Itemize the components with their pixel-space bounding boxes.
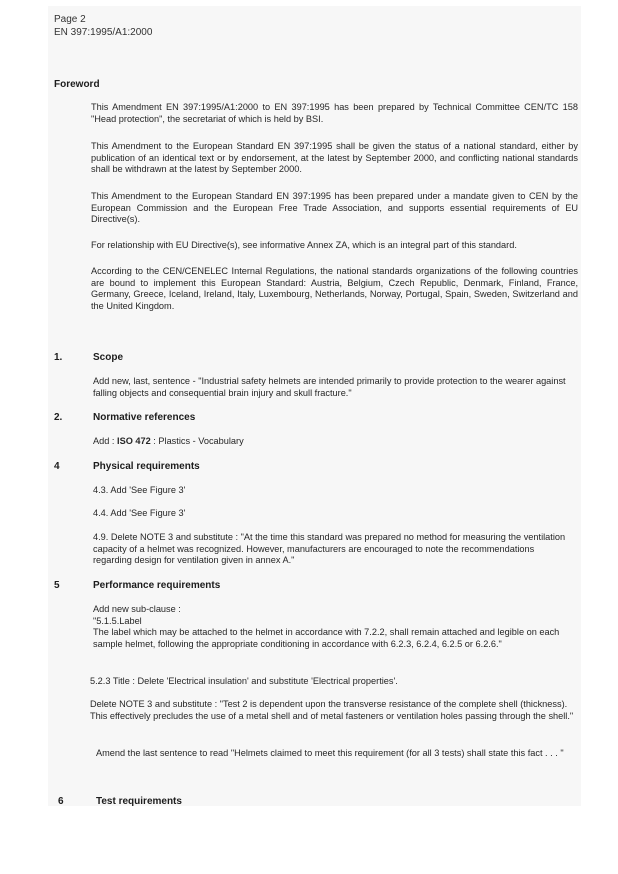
- foreword-paragraph-2: This Amendment to the European Standard EN 397:1995 shall be given the status of a national standard, either by publication of an identical text or by endorsement, at the latest by September 2000, and conflicting national standards shall be withdrawn at the latest by September 2000.: [91, 141, 578, 175]
- subclause-text: The label which may be attached to the helmet in accordance with 7.2.2, shall remain attached and legible on each sample helmet, following the appropriate conditioning in accordance with 6.2.3, 6.2.4, 6.2.5 or 6.2.6.": [93, 627, 560, 649]
- section-4-title: Physical requirements: [93, 461, 200, 472]
- section-5-title: Performance requirements: [93, 580, 221, 591]
- section-2-reference: [93, 436, 493, 448]
- reference-title: : Plastics - Vocabulary: [153, 436, 244, 446]
- section-6-number: 6: [58, 796, 64, 807]
- page-number: Page 2: [54, 14, 86, 25]
- section-1-number: 1.: [54, 352, 63, 363]
- section-6-title: Test requirements: [96, 796, 182, 807]
- clause-5-2-3: 5.2.3 Title : Delete 'Electrical insulation' and substitute 'Electrical properties'.: [90, 676, 398, 686]
- foreword-paragraph-5: According to the CEN/CENELEC Internal Regulations, the national standards organizations of the following countries are bound to implement this European Standard: Austria, Belgium, Czech Republic, Denmark, Finland, France, Germany, Greece, Iceland, Ireland, Italy, Luxembourg, Netherlands, Norway, Portugal, Spain, Sweden, Switzerland and the United Kingdom.: [91, 266, 578, 311]
- foreword-heading: Foreword: [54, 79, 100, 90]
- subclause-heading: "5.1.5.Label: [93, 615, 142, 626]
- reference-add-label: Add :: [93, 436, 115, 446]
- section-5-subclause: [93, 604, 568, 650]
- section-2-title: Normative references: [93, 412, 196, 423]
- subclause-intro: Add new sub-clause :: [93, 604, 181, 614]
- section-4-item-4-3: 4.3. Add 'See Figure 3': [93, 485, 186, 495]
- section-4-number: 4: [54, 461, 60, 472]
- section-1-text: Add new, last, sentence - "Industrial safety helmets are intended primarily to provide protection to the wearer against falling objects and consequential brain injury and skull fracture.": [93, 376, 566, 398]
- foreword-paragraph-1: This Amendment EN 397:1995/A1:2000 to EN 397:1995 has been prepared by Technical Committee CEN/TC 158 "Head protection", the secretariat of which is held by BSI.: [91, 102, 578, 124]
- clause-note-3: Delete NOTE 3 and substitute : "Test 2 is dependent upon the transverse resistance of the complete shell (thickness). This effectively precludes the use of a metal shell and of metal fasteners or ventilation holes passing through the shell.": [90, 699, 574, 721]
- section-1-title: Scope: [93, 352, 124, 363]
- section-5-number: 5: [54, 580, 60, 591]
- foreword-paragraph-4: For relationship with EU Directive(s), see informative Annex ZA, which is an integral part of this standard.: [91, 240, 517, 250]
- section-2-number: 2.: [54, 412, 63, 423]
- section-4-item-4-9: 4.9. Delete NOTE 3 and substitute : "At the time this standard was prepared no method for measuring the ventilation capacity of a helmet was recognized. However, manufacturers are encouraged to note the recommendations regarding design for ventilation given in annex A.": [93, 532, 566, 566]
- clause-amend-sentence: Amend the last sentence to read "Helmets claimed to meet this requirement (for all 3 tests) shall state this fact . . . ": [96, 748, 564, 758]
- document-id: EN 397:1995/A1:2000: [54, 27, 153, 38]
- reference-code: ISO 472: [117, 436, 151, 446]
- foreword-paragraph-3: This Amendment to the European Standard EN 397:1995 has been prepared under a mandate given to CEN by the European Commission and the European Free Trade Association, and supports essential requirements of EU Directive(s).: [91, 191, 578, 225]
- section-4-item-4-4: 4.4. Add 'See Figure 3': [93, 508, 186, 518]
